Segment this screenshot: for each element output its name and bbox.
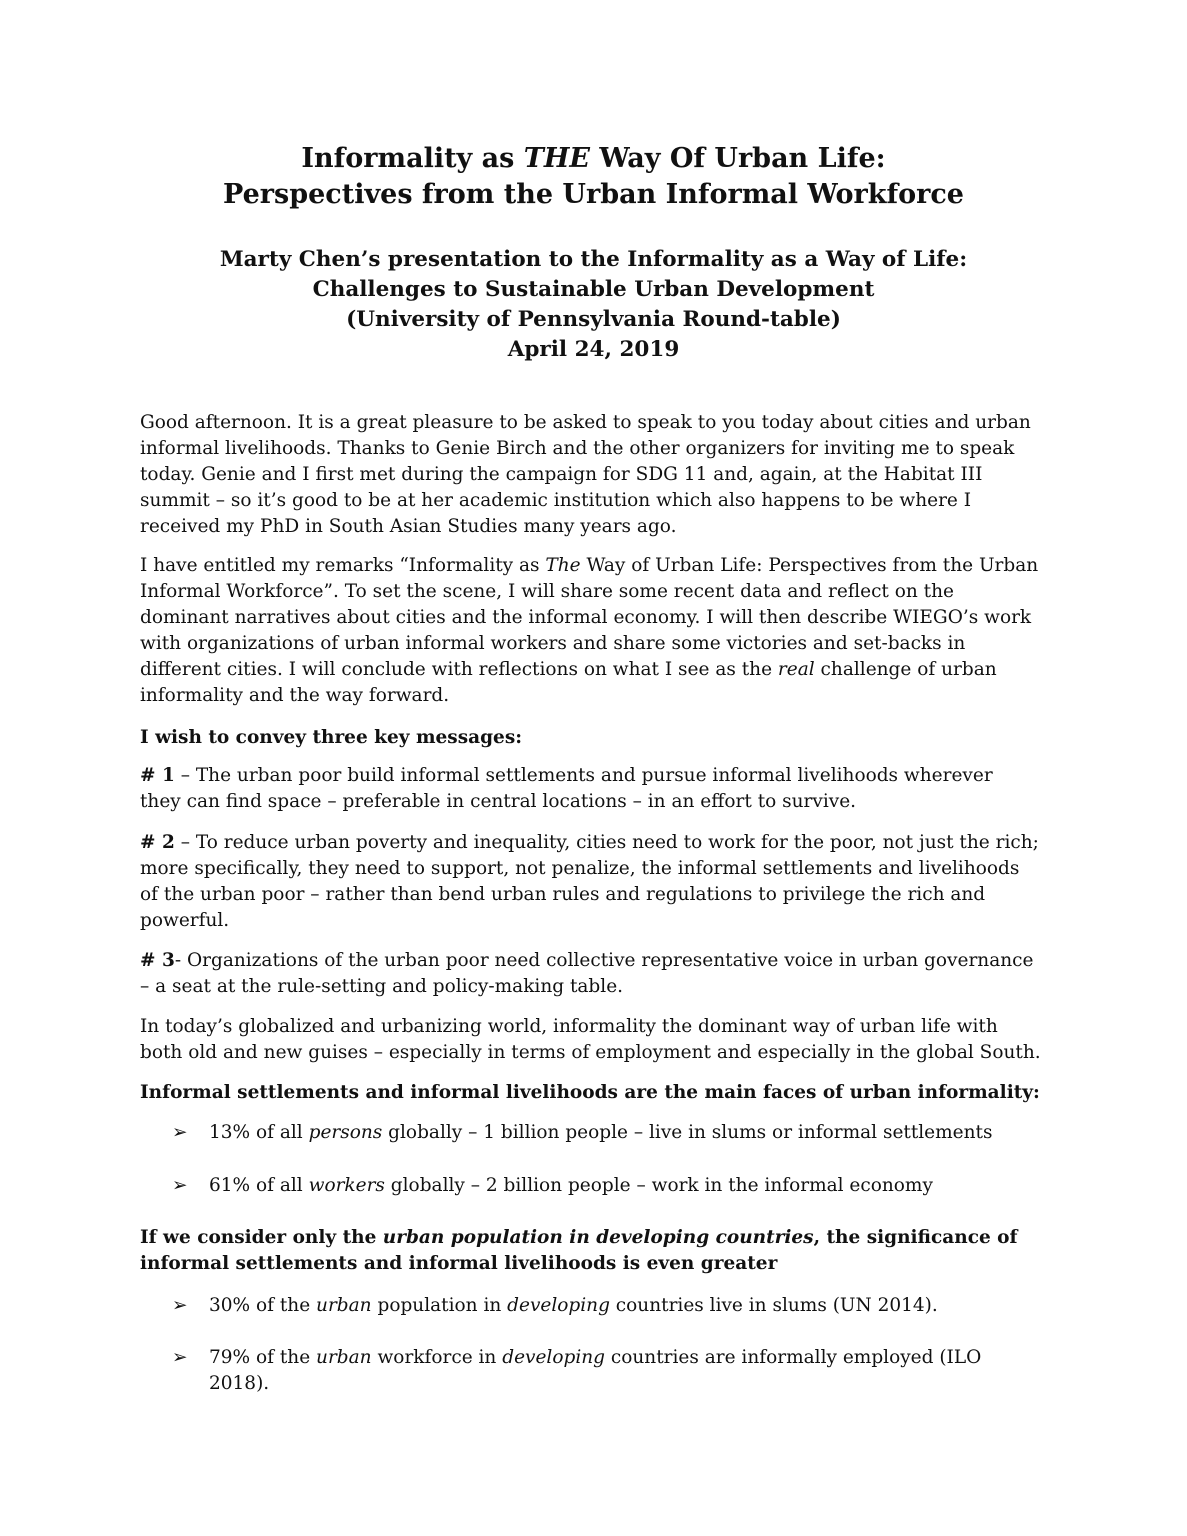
document-title-line-1: Informality as THE Way Of Urban Life: [301, 143, 886, 174]
subtitle-date: April 24, 2019 [507, 337, 680, 362]
key-message-3: # 3- Organizations of the urban poor need collective representative voice in urban governance – a seat at the rule-setting and policy-making table. [140, 950, 1034, 997]
arrow-bullet-icon: ➢ [172, 1122, 188, 1143]
key-messages-heading: I wish to convey three key messages: [140, 727, 523, 748]
subtitle-line-1: Marty Chen’s presentation to the Informality as a Way of Life: [219, 247, 968, 272]
arrow-bullet-icon: ➢ [172, 1347, 188, 1368]
intro-line: received my PhD in South Asian Studies many years ago. [140, 516, 677, 537]
arrow-bullet-icon: ➢ [172, 1175, 188, 1196]
remarks-line: dominant narratives about cities and the informal economy. I will then describe WIEGO’s work [140, 607, 1032, 628]
intro-line: Good afternoon. It is a great pleasure to be asked to speak to you today about cities and urban [140, 412, 1031, 433]
urban-developing-heading: If we consider only the urban population in developing countries, the significance of informal settlements and informal livelihoods is even greater [140, 1227, 1018, 1274]
remarks-line: with organizations of urban informal workers and share some victories and set-backs in [140, 633, 966, 654]
key-message-2: # 2 – To reduce urban poverty and inequality, cities need to work for the poor, not just the rich; more specifically, they need to support, not penalize, the informal settlements and livelihoods of the urban poor – rather than bend urban rules and regulations to privilege the rich and powerful. [140, 832, 1039, 931]
arrow-bullet-icon: ➢ [172, 1295, 188, 1316]
remarks-line: informality and the way forward. [140, 685, 450, 706]
document-title-line-2: Perspectives from the Urban Informal Workforce [223, 179, 964, 210]
message-number: # 1 [140, 765, 175, 786]
intro-line: informal livelihoods. Thanks to Genie Birch and the other organizers for inviting me to speak [140, 438, 1015, 459]
document-page: Informality as THE Way Of Urban Life: Perspectives from the Urban Informal Workforce Marty Chen’s presentation to the Informality as a Way of Life: Challenges to Sustainable Urban Development (University of Pennsylvania Round-table) April 24, 2019 Good afternoon. It is a great pleasure to be asked to speak to you today about cities and urban informal livelihoods. Thanks to Genie Birch and the other organizers for inviting me to speak today. Genie and I first met during the campaign for SDG 11 and, again, at the Habitat III summit – so it’s good to be at her academic institution which also happens to be where I received my PhD in South Asian Studies many years ago. I have entitled my remarks “Informality as The Way of Urban Life: Perspectives from the Urban Informal Workforce”. To set the scene, I will share some recent data and reflect on the dominant narratives about cities and the informal economy. I will then describe WIEGO’s work with organizations of urban informal workers and share some victories and set-backs in different cities. I will conclude with reflections on what I see as the real challenge of urban informality and the way forward. I wish to convey three key messages: # 1 – The urban poor build informal settlements and pursue informal livelihoods wherever they can find space – preferable in central locations – in an effort to survive. # 2 – To reduce urban poverty and inequality, cities need to work for the poor, not just the rich; more specifically, they need to support, not penalize, the informal settlements and livelihoods of the urban poor – rather than bend urban rules and regulations to privilege the rich and powerful. # 3- Organizations of the urban poor need collective representative voice in urban governance – a seat at the rule-setting and policy-making table. In today’s globalized and urbanizing world, informality the dominant way of urban life with both old and new guises – especially in terms of employment and especially in the global South. Informal settlements and informal livelihoods are the main faces of urban informality: ➢ 13% of all persons globally – 1 billion people – live in slums or informal settlements ➢ 61% of all workers globally – 2 billion people – work in the informal economy If we consider only the urban population in developing countries, the significance of informal settlements and informal livelihoods is even greater ➢ 30% of the urban population in developing countries live in slums (UN 2014). ➢ 79% of the urban workforce in developing countries are informally employed (ILO 2018). [0, 0, 1187, 1536]
remarks-line: I have entitled my remarks “Informality as The Way of Urban Life: Perspectives from the Urban [140, 555, 1039, 576]
remarks-line: Informal Workforce”. To set the scene, I will share some recent data and reflect on the [140, 581, 954, 602]
message-number: # 2 [140, 832, 175, 853]
intro-paragraph [140, 410, 1060, 540]
remarks-line: different cities. I will conclude with reflections on what I see as the real challenge of urban [140, 659, 997, 680]
subtitle-line-2: Challenges to Sustainable Urban Development [312, 277, 875, 302]
message-number: # 3 [140, 950, 175, 971]
intro-line: summit – so it’s good to be at her academic institution which also happens to be where I [140, 490, 972, 511]
subtitle-line-3: (University of Pennsylvania Round-table) [346, 307, 841, 332]
key-message-1: # 1 – The urban poor build informal settlements and pursue informal livelihoods wherever they can find space – preferable in central locations – in an effort to survive. [140, 765, 993, 812]
faces-heading: Informal settlements and informal livelihoods are the main faces of urban informality: [140, 1082, 1040, 1103]
intro-line: today. Genie and I first met during the campaign for SDG 11 and, again, at the Habitat III [140, 464, 983, 485]
remarks-paragraph [140, 553, 1060, 709]
globalized-paragraph: In today’s globalized and urbanizing world, informality the dominant way of urban life with both old and new guises – especially in terms of employment and especially in the global South. [140, 1016, 1041, 1063]
